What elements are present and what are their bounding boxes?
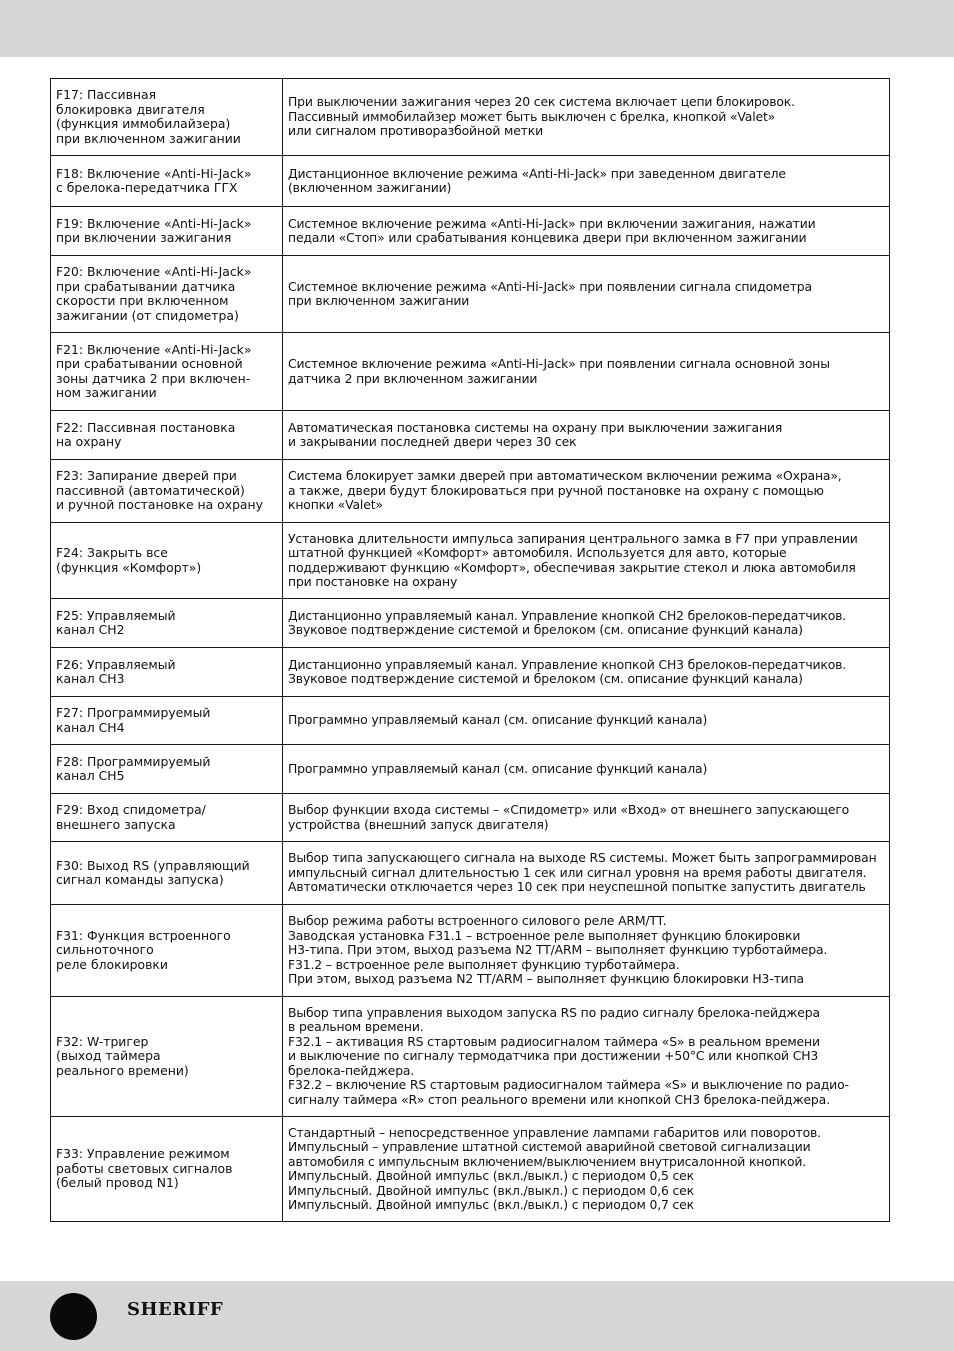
brand-logo: SHERIFF [127, 1299, 224, 1320]
description-cell: Выбор типа управления выходом запуска RS по радио сигналу брелока-пейджера в реальном времени. F32.1 – активация RS стартовым радиосигналом таймера «S» в реальном времени и выключение по сигналу термодатчика при достижении +50°С или кнопкой CH3 брелока-пейджера. F32.2 – включение RS стартовым радиосигналом таймера «S» и выключение по радио- сигналу таймера «R» стоп реального времени или кнопкой CH3 брелока-пейджера. [283, 997, 890, 1117]
header-band [0, 0, 954, 57]
description-cell: Система блокирует замки дверей при автоматическом включении режима «Охрана», а также, двери будут блокироваться при ручной постановке на охрану с помощью кнопки «Valet» [283, 460, 890, 523]
description-cell: Дистанционно управляемый канал. Управление кнопкой CH2 брелоков-передатчиков. Звуковое подтверждение системой и брелоком (см. описание функций канала) [283, 599, 890, 648]
function-cell: F27: Программируемый канал CH4 [51, 697, 283, 745]
function-cell: F19: Включение «Anti-Hi-Jack» при включении зажигания [51, 207, 283, 256]
function-cell: F20: Включение «Anti-Hi-Jack» при срабатывании датчика скорости при включенном зажигании (от спидометра) [51, 256, 283, 333]
description-cell: Системное включение режима «Anti-Hi-Jack» при включении зажигания, нажатии педали «Стоп» или срабатывания концевика двери при включенном зажигании [283, 207, 890, 256]
table-row [51, 411, 890, 460]
table-row [51, 333, 890, 411]
page-marker-circle [50, 1293, 97, 1340]
description-cell: Системное включение режима «Anti-Hi-Jack» при появлении сигнала спидометра при включенном зажигании [283, 256, 890, 333]
table-row [51, 207, 890, 256]
function-cell: F25: Управляемый канал CH2 [51, 599, 283, 648]
table-row [51, 460, 890, 523]
description-cell: Выбор типа запускающего сигнала на выходе RS системы. Может быть запрограммирован импульсный сигнал длительностью 1 сек или сигнал уровня на время работы двигателя. Автоматически отключается через 10 сек при неуспешной попытке запустить двигатель [283, 842, 890, 905]
function-cell: F22: Пассивная постановка на охрану [51, 411, 283, 460]
description-cell: Системное включение режима «Anti-Hi-Jack» при появлении сигнала основной зоны датчика 2 при включенном зажигании [283, 333, 890, 411]
description-cell: Установка длительности импульса запирания центрального замка в F7 при управлении штатной функцией «Комфорт» автомобиля. Используется для авто, которые поддерживают функцию «Комфорт», обеспечивая закрытие стекол и люка автомобиля при постановке на охрану [283, 523, 890, 599]
function-cell: F30: Выход RS (управляющий сигнал команды запуска) [51, 842, 283, 905]
function-cell: F31: Функция встроенного сильноточного реле блокировки [51, 905, 283, 997]
description-cell: Дистанционное включение режима «Anti-Hi-Jack» при заведенном двигателе (включенном зажигании) [283, 156, 890, 207]
table-row [51, 79, 890, 156]
description-cell: Программно управляемый канал (см. описание функций канала) [283, 697, 890, 745]
table-row [51, 745, 890, 794]
table-row [51, 1117, 890, 1222]
function-table [50, 78, 890, 1222]
description-cell: Выбор функции входа системы – «Спидометр» или «Вход» от внешнего запускающего устройства (внешний запуск двигателя) [283, 794, 890, 842]
table-row [51, 599, 890, 648]
function-cell: F18: Включение «Anti-Hi-Jack» с брелока-передатчика ГГХ [51, 156, 283, 207]
table-row [51, 794, 890, 842]
function-cell: F23: Запирание дверей при пассивной (автоматической) и ручной постановке на охрану [51, 460, 283, 523]
function-cell: F29: Вход спидометра/ внешнего запуска [51, 794, 283, 842]
table-row [51, 523, 890, 599]
function-cell: F33: Управление режимом работы световых сигналов (белый провод N1) [51, 1117, 283, 1222]
function-cell: F21: Включение «Anti-Hi-Jack» при срабатывании основной зоны датчика 2 при включен- ном зажигании [51, 333, 283, 411]
function-cell: F17: Пассивная блокировка двигателя (функция иммобилайзера) при включенном зажигании [51, 79, 283, 156]
table-row [51, 842, 890, 905]
function-cell: F26: Управляемый канал CH3 [51, 648, 283, 697]
function-cell: F32: W-тригер (выход таймера реального времени) [51, 997, 283, 1117]
function-cell: F24: Закрыть все (функция «Комфорт») [51, 523, 283, 599]
description-cell: Дистанционно управляемый канал. Управление кнопкой CH3 брелоков-передатчиков. Звуковое подтверждение системой и брелоком (см. описание функций канала) [283, 648, 890, 697]
table-row [51, 256, 890, 333]
function-cell: F28: Программируемый канал CH5 [51, 745, 283, 794]
description-cell: Стандартный – непосредственное управление лампами габаритов или поворотов. Импульсный – управление штатной системой аварийной световой сигнализации автомобиля с импульсным включением/выключением внутрисалонной кнопкой. Импульсный. Двойной импульс (вкл./выкл.) с периодом 0,5 сек Импульсный. Двойной импульс (вкл./выкл.) с периодом 0,6 сек Импульсный. Двойной импульс (вкл./выкл.) с периодом 0,7 сек [283, 1117, 890, 1222]
table-row [51, 697, 890, 745]
function-table-body [51, 79, 890, 1222]
description-cell: При выключении зажигания через 20 сек система включает цепи блокировок. Пассивный иммобилайзер может быть выключен с брелка, кнопкой «Valet» или сигналом противоразбойной метки [283, 79, 890, 156]
table-row [51, 156, 890, 207]
table-row [51, 905, 890, 997]
description-cell: Автоматическая постановка системы на охрану при выключении зажигания и закрывании последней двери через 30 сек [283, 411, 890, 460]
description-cell: Выбор режима работы встроенного силового реле ARM/TT. Заводская установка F31.1 – встроенное реле выполняет функцию блокировки Н3-типа. При этом, выход разъема N2 TT/ARM – выполняет функцию турботаймера. F31.2 – встроенное реле выполняет функцию турботаймера. При этом, выход разъема N2 TT/ARM – выполняет функцию блокировки Н3-типа [283, 905, 890, 997]
description-cell: Программно управляемый канал (см. описание функций канала) [283, 745, 890, 794]
table-row [51, 648, 890, 697]
table-row [51, 997, 890, 1117]
